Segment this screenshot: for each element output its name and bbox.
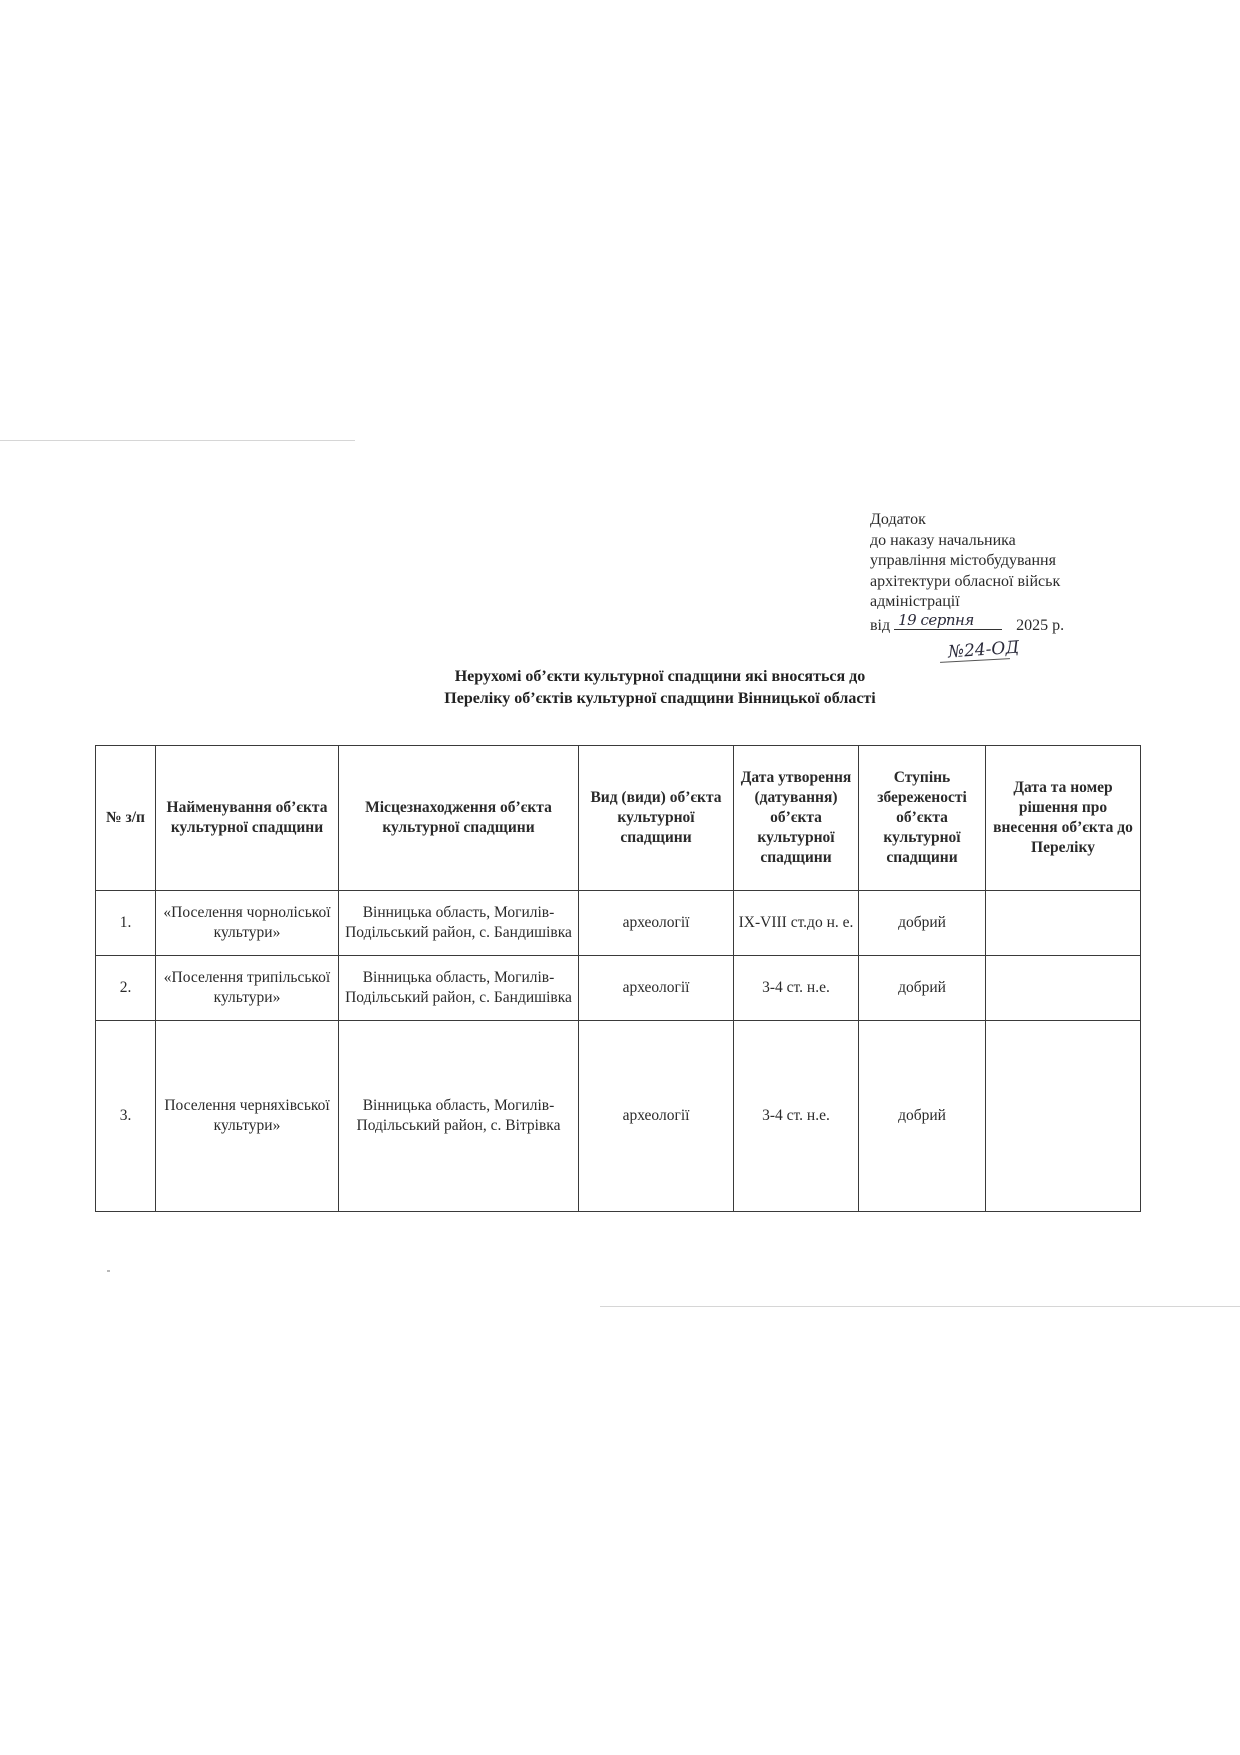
handwritten-order-number: №24-ОД <box>947 637 1020 663</box>
annex-line: Додаток <box>870 511 926 528</box>
cell-date: 3-4 ст. н.е. <box>734 1021 859 1212</box>
cell-condition: добрий <box>859 956 986 1021</box>
heritage-table-container <box>95 745 1133 1225</box>
cell-location: Вінницька область, Могилів-Подільський район, с. Вітрівка <box>339 1021 579 1212</box>
cell-date: IX-VIII ст.до н. е. <box>734 891 859 956</box>
cell-location: Вінницька область, Могилів-Подільський район, с. Бандишівка <box>339 956 579 1021</box>
cell-number: 3. <box>96 1021 156 1212</box>
scan-edge-line <box>0 440 355 441</box>
header-name: Найменування об’єкта культурної спадщини <box>156 746 339 891</box>
annex-line: адміністрації <box>870 593 960 610</box>
cell-decision <box>986 891 1141 956</box>
scan-edge-line <box>600 1306 1240 1307</box>
date-prefix: від <box>870 616 891 634</box>
cell-name: Поселення черняхівської культури» <box>156 1021 339 1212</box>
header-decision: Дата та номер рішення про внесення об’єкта до Переліку <box>986 746 1141 891</box>
annex-line: до наказу начальника <box>870 531 1016 549</box>
cell-condition: добрий <box>859 1021 986 1212</box>
annex-line: управління містобудування <box>870 552 1056 569</box>
header-condition: Ступінь збереженості об’єкта культурної спадщини <box>859 746 986 891</box>
title-line-2: Переліку об’єктів культурної спадщини Вінницької області <box>444 690 876 707</box>
header-type: Вид (види) об’єкта культурної спадщини <box>579 746 734 891</box>
header-location: Місцезнаходження об’єкта культурної спадщини <box>339 746 579 891</box>
cell-number: 1. <box>96 891 156 956</box>
handwritten-date-field <box>894 610 1002 630</box>
header-date: Дата утворення (датування) об’єкта культурної спадщини <box>734 746 859 891</box>
cell-date: 3-4 ст. н.е. <box>734 956 859 1021</box>
annex-year: 2025 р. <box>1016 616 1065 634</box>
annex-date-line <box>870 610 1240 634</box>
cell-name: «Поселення чорноліської культури» <box>156 891 339 956</box>
cell-condition: добрий <box>859 891 986 956</box>
cell-decision <box>986 956 1141 1021</box>
cell-type: археології <box>579 891 734 956</box>
table-header-row <box>96 746 1141 891</box>
annex-block <box>870 510 1240 633</box>
scan-speck <box>107 1270 110 1272</box>
cell-number: 2. <box>96 956 156 1021</box>
table-row <box>96 1021 1141 1212</box>
heritage-table <box>95 745 1141 1212</box>
cell-decision <box>986 1021 1141 1212</box>
cell-name: «Поселення трипільської культури» <box>156 956 339 1021</box>
title-line-1: Нерухомі об’єкти культурної спадщини які вносяться до <box>454 668 866 685</box>
cell-type: археології <box>579 956 734 1021</box>
table-row <box>96 891 1141 956</box>
cell-location: Вінницька область, Могилів-Подільський район, с. Бандишівка <box>339 891 579 956</box>
annex-line: архітектури обласної військ <box>870 572 1061 590</box>
header-number: № з/п <box>96 746 156 891</box>
cell-type: археології <box>579 1021 734 1212</box>
table-row <box>96 956 1141 1021</box>
handwritten-date: 19 серпня <box>898 610 974 629</box>
document-title <box>350 666 970 710</box>
